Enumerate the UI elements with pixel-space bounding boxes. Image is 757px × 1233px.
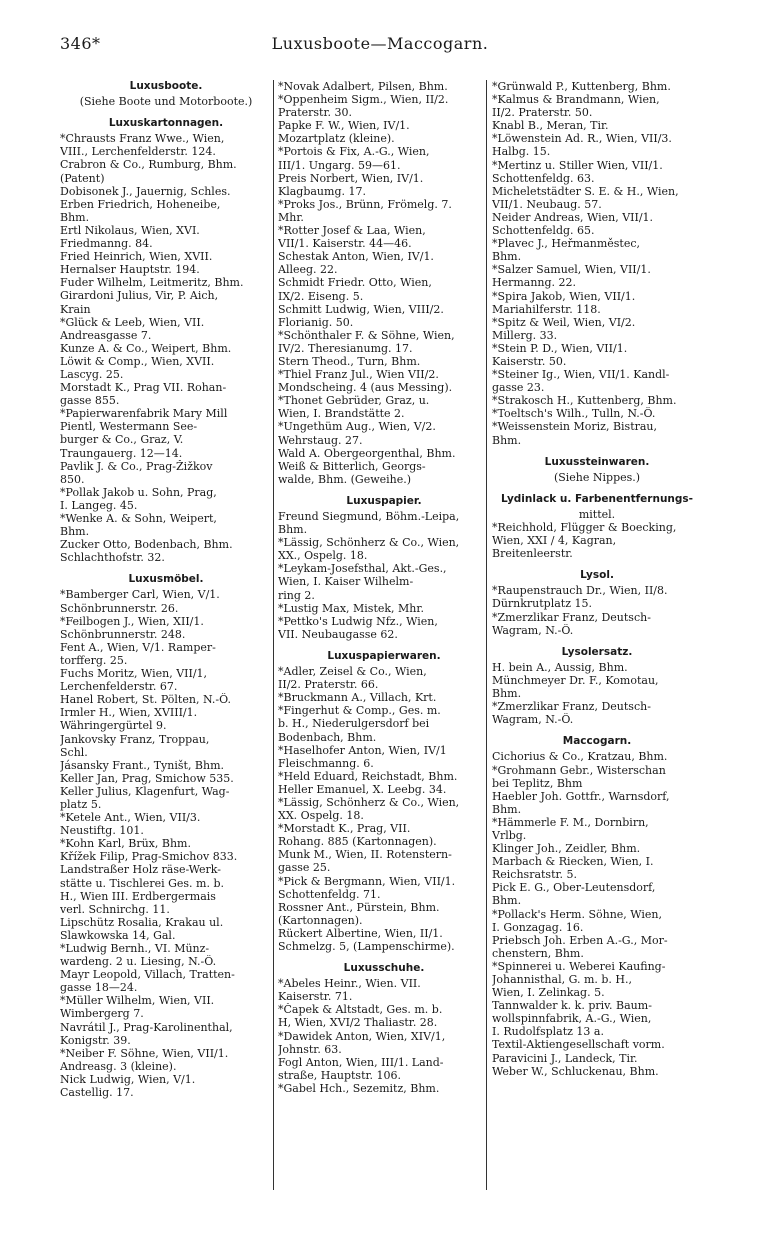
directory-entry-line: *Bamberger Carl, Wien, V/1. — [60, 588, 220, 602]
directory-entry-line: Micheletstädter S. E. & H., Wien, — [492, 184, 679, 198]
directory-entry-line: Lipschütz Rosalia, Krakau ul. — [60, 915, 224, 929]
directory-entry-line: Freund Siegmund, Böhm.-Leipa, — [278, 510, 460, 523]
directory-entry-line: Lerchenfelderstr. 67. — [60, 680, 178, 694]
directory-entry-line: I. Rudolfsplatz 13 a. — [492, 1025, 604, 1039]
section-heading: Lysol. — [580, 569, 614, 582]
directory-entry-line: *Papierwarenfabrik Mary Mill — [60, 407, 228, 421]
directory-entry-line: H, Wien, XVI/2 Thaliastr. 28. — [278, 1016, 438, 1030]
directory-entry-line: Bhm. — [492, 433, 522, 447]
directory-entry-line: Textil-Aktiengesellschaft vorm. — [492, 1038, 665, 1052]
directory-entry-line: *Pick & Bergmann, Wien, VII/1. — [278, 874, 456, 888]
directory-entry-line: Neider Andreas, Wien, VII/1. — [492, 210, 654, 224]
directory-entry-line: Löwit & Comp., Wien, XVII. — [60, 354, 215, 368]
directory-entry-line: Friedmanng. 84. — [60, 237, 153, 251]
directory-entry-line: *Spinnerei u. Weberei Kaufing- — [492, 959, 666, 973]
directory-entry-line: H. bein A., Aussig, Bhm. — [492, 660, 628, 674]
directory-entry-line: Pientl, Westermann See- — [60, 420, 198, 434]
directory-entry-line: torfferg. 25. — [60, 653, 128, 667]
directory-entry-line: *Adler, Zeisel & Co., Wien, — [278, 665, 427, 679]
section-heading: Luxussteinwaren. — [544, 455, 650, 468]
section-note: (Siehe Boote und Motorboote.) — [79, 95, 253, 109]
directory-entry-line: *Lustig Max, Mistek, Mhr. — [278, 601, 424, 615]
directory-entry-line: *Abeles Heinr., Wien. VII. — [278, 977, 421, 991]
directory-entry-line: Jásansky Frant., Tyništ, Bhm. — [60, 758, 225, 772]
directory-entry-line: *Lässig, Schönherz & Co., Wien, — [278, 536, 460, 550]
directory-entry-line: Křížek Filip, Prag-Smichov 833. — [60, 850, 238, 864]
section-heading: Luxuspapier. — [346, 494, 422, 507]
directory-entry-line: Ertl Nikolaus, Wien, XVI. — [60, 223, 200, 237]
directory-entry-line: Mozartplatz (kleine). — [278, 132, 395, 146]
directory-entry-line: *Plavec J., Heřmanměstec, — [492, 237, 641, 251]
directory-entry-line: Crabron & Co., Rumburg, Bhm. — [60, 158, 237, 172]
directory-entry-line: Bhm. — [492, 250, 522, 264]
directory-entry-line: platz 5. — [60, 797, 102, 811]
directory-entry-line: VII/1. Kaiserstr. 44—46. — [278, 237, 412, 251]
directory-entry-line: *Stein P. D., Wien, VII/1. — [492, 341, 628, 355]
directory-entry-line: H., Wien III. Erdbergermais — [60, 889, 216, 903]
directory-entry-line: *Held Eduard, Reichstadt, Bhm. — [278, 769, 458, 783]
directory-entry-line: ring 2. — [278, 588, 315, 602]
directory-entry-line: Florianig. 50. — [278, 315, 354, 329]
directory-entry-line: Rückert Albertine, Wien, II/1. — [278, 926, 443, 940]
directory-entry-line: *Löwenstein Ad. R., Wien, VII/3. — [492, 132, 672, 146]
directory-entry-line: Kaiserstr. 50. — [492, 354, 567, 368]
directory-entry-line: *Schönthaler F. & Söhne, Wien, — [278, 328, 455, 342]
directory-entry-line: Pavlik J. & Co., Prag-Žižkov — [60, 459, 213, 473]
directory-entry-line: Marbach & Riecken, Wien, I. — [492, 855, 654, 869]
directory-entry-line: Wagram, N.-Ö. — [492, 713, 574, 727]
directory-entry-line: Erben Friedrich, Hoheneibe, — [60, 197, 221, 211]
directory-entry-line: Papke F. W., Wien, IV/1. — [278, 119, 410, 133]
directory-entry-line: wollspinnfabrik, A.-G., Wien, — [492, 1012, 652, 1026]
directory-entry-line: Lascyg. 25. — [60, 367, 124, 381]
directory-entry-line: gasse 855. — [60, 394, 120, 408]
directory-entry-line: stätte u. Tischlerei Ges. m. b. — [60, 876, 225, 890]
directory-entry-line: *Zmerzlikar Franz, Deutsch- — [492, 700, 651, 714]
directory-entry-line: *Fingerhut & Comp., Ges. m. — [278, 704, 441, 718]
directory-entry-line: gasse 18—24. — [60, 981, 138, 995]
directory-entry-line: Hermanng. 22. — [492, 276, 577, 290]
directory-entry-line: Breitenleerstr. — [492, 547, 573, 561]
directory-entry-line: *Haselhofer Anton, Wien, IV/1 — [278, 743, 447, 757]
directory-entry-line: Cichorius & Co., Kratzau, Bhm. — [492, 750, 668, 764]
directory-entry-line: Vrlbg. — [492, 828, 527, 842]
directory-entry-line: Wehrstaug. 27. — [278, 433, 363, 447]
directory-entry-line: Heller Emanuel, X. Leebg. 34. — [278, 782, 447, 796]
directory-entry-line: *Neiber F. Söhne, Wien, VII/1. — [60, 1046, 229, 1060]
directory-entry-line: Praterstr. 30. — [278, 106, 353, 120]
directory-entry-line: chenstern, Bhm. — [492, 946, 584, 960]
directory-entry-line: *Raupenstrauch Dr., Wien, II/8. — [492, 584, 668, 598]
directory-entry-line: Schlachthofstr. 32. — [60, 551, 165, 565]
section-heading: Luxusschuhe. — [343, 962, 425, 975]
directory-entry-line: Tannwalder k. k. priv. Baum- — [492, 999, 652, 1013]
directory-entry-line: *Proks Jos., Brünn, Frömelg. 7. — [278, 197, 452, 211]
directory-entry-line: Girardoni Julius, Vir, P. Aich, — [60, 289, 219, 303]
directory-entry-line: Hanel Robert, St. Pölten, N.-Ö. — [60, 693, 231, 707]
directory-entry-line: *Wenke A. & Sohn, Weipert, — [60, 512, 217, 525]
directory-entry-line: Bhm. — [492, 894, 522, 908]
directory-entry-line: *Grohmann Gebr., Wisterschan — [492, 763, 666, 777]
directory-entry-line: bei Teplitz, Bhm — [492, 776, 583, 790]
directory-entry-line: *Pollack's Herm. Söhne, Wien, — [492, 907, 663, 921]
directory-entry-line: *Hämmerle F. M., Dornbirn, — [492, 815, 649, 829]
directory-entry-line: Schönbrunnerstr. 248. — [60, 627, 186, 641]
directory-entry-line: Mhr. — [278, 210, 304, 224]
directory-entry-line: burger & Co., Graz, V. — [60, 433, 184, 447]
directory-entry-line: *Glück & Leeb, Wien, VII. — [60, 315, 205, 329]
section-note: mittel. — [578, 507, 616, 521]
column-right — [492, 80, 702, 1078]
section-heading: Luxuskartonnagen. — [108, 117, 224, 130]
directory-entry-line: Andreasg. 3 (kleine). — [60, 1059, 177, 1073]
directory-entry-line: *Weissenstein Moriz, Bistrau, — [492, 420, 658, 434]
directory-entry-line: Rohang. 885 (Kartonnagen). — [278, 835, 437, 849]
directory-entry-line: *Ungethüm Aug., Wien, V/2. — [278, 420, 436, 434]
directory-entry-line: XX. Ospelg. 18. — [278, 809, 364, 823]
section-note: (Siehe Nippes.) — [553, 470, 641, 484]
directory-entry-line: Preis Norbert, Wien, IV/1. — [278, 171, 424, 185]
directory-entry-line: Bhm. — [492, 687, 522, 701]
directory-entry-line: Navrátil J., Prag-Karolinenthal, — [60, 1020, 233, 1034]
directory-entry-line: *Dawidek Anton, Wien, XIV/1, — [278, 1029, 446, 1043]
directory-entry-line: *Spira Jakob, Wien, VII/1. — [492, 289, 636, 303]
directory-entry-line: Schmelzg. 5, (Lampenschirme). — [278, 940, 455, 953]
directory-entry-line: *Čapek & Altstadt, Ges. m. b. — [278, 1003, 443, 1017]
directory-entry-line: *Morstadt K., Prag, VII. — [278, 822, 411, 836]
directory-entry-line: *Leykam-Josefsthal, Akt.-Ges., — [278, 562, 447, 576]
directory-entry-line: *Spitz & Weil, Wien, VI/2. — [492, 315, 636, 329]
directory-entry-line: Klinger Joh., Zeidler, Bhm. — [492, 842, 641, 856]
directory-entry-line: *Salzer Samuel, Wien, VII/1. — [492, 263, 651, 277]
directory-entry-line: *Reichhold, Flügger & Boecking, — [492, 521, 677, 534]
directory-entry-line: Knabl B., Meran, Tir. — [492, 119, 609, 133]
directory-entry-line: Hernalser Hauptstr. 194. — [60, 263, 200, 277]
directory-entry-line: Schottenfeldg. 63. — [492, 171, 595, 185]
directory-entry-line: XX., Ospelg. 18. — [278, 549, 368, 563]
directory-entry-line: *Kohn Karl, Brüx, Bhm. — [60, 837, 191, 851]
directory-entry-line: Schottenfeldg. 71. — [278, 887, 381, 901]
directory-entry-line: *Pettko's Ludwig Nfz., Wien, — [278, 614, 438, 628]
directory-entry-line: Bhm. — [60, 210, 90, 224]
directory-entry-line: Stern Theod., Turn, Bhm. — [278, 354, 421, 368]
column-middle — [278, 80, 490, 1095]
directory-entry-line: I. Gonzagag. 16. — [492, 920, 584, 934]
directory-entry-line: Wien, I. Kaiser Wilhelm- — [278, 575, 414, 589]
directory-entry-line: Münchmeyer Dr. F., Komotau, — [492, 673, 659, 687]
directory-entry-line: *Feilbogen J., Wien, XII/1. — [60, 614, 204, 628]
directory-entry-line: Keller Jan, Prag, Smichow 535. — [60, 771, 234, 785]
directory-entry-line: *Chrausts Franz Wwe., Wien, — [60, 132, 225, 146]
directory-entry-line: *Portois & Fix, A.-G., Wien, — [278, 145, 430, 159]
directory-entry-line: Haebler Joh. Gottfr., Warnsdorf, — [492, 789, 670, 803]
running-title: Luxusboote—Maccogarn. — [271, 34, 489, 53]
directory-entry-line: Johannisthal, G. m. b. H., — [492, 973, 633, 986]
directory-entry-line: Keller Julius, Klagenfurt, Wag- — [60, 784, 230, 798]
directory-entry-line: Wagram, N.-Ö. — [492, 623, 574, 637]
directory-entry-line: VII/1. Neubaug. 57. — [492, 197, 602, 211]
directory-entry-line: Wimbergerg 7. — [60, 1007, 144, 1021]
column-divider — [273, 80, 274, 1190]
directory-entry-line: *Gabel Hch., Sezemitz, Bhm. — [278, 1081, 440, 1095]
directory-entry-line: Landstraßer Holz räse-Werk- — [60, 863, 221, 877]
directory-entry-line: *Kalmus & Brandmann, Wien, — [492, 93, 660, 107]
directory-entry-line: Morstadt K., Prag VII. Rohan- — [60, 381, 227, 395]
section-heading: Luxusmöbel. — [128, 573, 204, 586]
directory-entry-line: Castellig. 17. — [60, 1086, 134, 1100]
directory-entry-line: Fuder Wilhelm, Leitmeritz, Bhm. — [60, 276, 244, 290]
directory-entry-line: Mayr Leopold, Villach, Tratten- — [60, 968, 235, 982]
directory-entry-line: *Bruckmann A., Villach, Krt. — [278, 691, 437, 705]
directory-entry-line: straße, Hauptstr. 106. — [278, 1068, 402, 1082]
directory-entry-line: *Thiel Franz Jul., Wien VII/2. — [278, 368, 439, 382]
directory-entry-line: *Steiner Ig., Wien, VII/1. Kandl- — [492, 368, 670, 382]
directory-entry-line: Pick E. G., Ober-Leutensdorf, — [492, 881, 656, 895]
page-header — [60, 34, 700, 54]
directory-entry-line: Fried Heinrich, Wien, XVII. — [60, 250, 213, 264]
directory-entry-line: Fent A., Wien, V/1. Ramper- — [60, 640, 216, 654]
page-number: 346* — [60, 34, 101, 53]
directory-entry-line: Zucker Otto, Bodenbach, Bhm. — [60, 538, 233, 552]
directory-entry-line: Schestak Anton, Wien, IV/1. — [278, 250, 434, 264]
directory-entry-line: *Oppenheim Sigm., Wien, II/2. — [278, 93, 449, 107]
directory-entry-line: Reichsratstr. 5. — [492, 868, 578, 882]
directory-entry-line: Nick Ludwig, Wien, V/1. — [60, 1072, 196, 1086]
directory-entry-line: Bhm. — [278, 523, 308, 537]
directory-entry-line: Mariahilferstr. 118. — [492, 302, 601, 316]
directory-entry-line: Schl. — [60, 745, 88, 759]
directory-entry-line: (Kartonnagen). — [278, 913, 363, 927]
directory-entry-line: Klagbaumg. 17. — [278, 184, 366, 198]
directory-entry-line: *Lässig, Schönherz & Co., Wien, — [278, 795, 460, 809]
directory-entry-line: Johnstr. 63. — [278, 1042, 342, 1056]
directory-entry-line: *Rotter Josef & Laa, Wien, — [278, 224, 426, 238]
directory-entry-line: b. H., Niederulgersdorf bei — [278, 717, 430, 731]
directory-entry-line: *Grünwald P., Kuttenberg, Bhm. — [492, 80, 671, 93]
section-heading: Luxusboote. — [129, 80, 203, 92]
directory-entry-line: Bodenbach, Bhm. — [278, 730, 377, 744]
directory-entry-line: III/1. Ungarg. 59—61. — [278, 158, 401, 172]
directory-entry-line: Fogl Anton, Wien, III/1. Land- — [278, 1055, 444, 1069]
directory-entry-line: gasse 23. — [492, 381, 545, 395]
directory-entry-line: VIII., Lerchenfelderstr. 124. — [60, 145, 216, 159]
directory-entry-line: Schönbrunnerstr. 26. — [60, 601, 179, 615]
directory-entry-line: *Pollak Jakob u. Sohn, Prag, — [60, 485, 217, 499]
directory-entry-line: Mondscheing. 4 (aus Messing). — [278, 381, 453, 395]
directory-entry-line: Halbg. 15. — [492, 145, 551, 159]
directory-entry-line: *Ketele Ant., Wien, VII/3. — [60, 811, 201, 825]
directory-entry-line: Dobisonek J., Jauernig, Schles. — [60, 184, 231, 198]
directory-entry-line: Wald A. Obergeorgenthal, Bhm. — [278, 446, 456, 460]
directory-entry-line: *Zmerzlikar Franz, Deutsch- — [492, 610, 651, 624]
directory-entry-line: Währingergürtel 9. — [60, 719, 167, 733]
directory-entry-line: Wien, I. Zelinkag. 5. — [492, 986, 605, 1000]
directory-entry-line: Millerg. 33. — [492, 328, 558, 342]
directory-entry-line: Krain — [60, 302, 91, 316]
directory-entry-line: verl. Schnirchg. 11. — [60, 902, 170, 916]
directory-entry-line: IV/2. Theresianumg. 17. — [278, 341, 413, 355]
directory-entry-line: Irmler H., Wien, XVIII/1. — [60, 706, 198, 720]
directory-entry-line: Bhm. — [492, 802, 522, 816]
directory-entry-line: *Müller Wilhelm, Wien, VII. — [60, 994, 215, 1008]
directory-entry-line: Paravicini J., Landeck, Tir. — [492, 1051, 638, 1065]
directory-entry-line: Dürnkrutplatz 15. — [492, 597, 592, 611]
directory-entry-line: Weber W., Schluckenau, Bhm. — [492, 1064, 659, 1078]
directory-entry-line: Traungauerg. 12—14. — [60, 446, 183, 460]
directory-entry-line: II/2. Praterstr. 66. — [278, 678, 379, 692]
directory-entry-line: VII. Neubaugasse 62. — [278, 627, 398, 641]
directory-entry-line: 850. — [60, 472, 85, 486]
directory-entry-line: *Mertinz u. Stiller Wien, VII/1. — [492, 158, 663, 172]
directory-entry-line: (Patent) — [60, 171, 105, 185]
directory-entry-line: IX/2. Eiseng. 5. — [278, 289, 364, 303]
directory-entry-line: *Strakosch H., Kuttenberg, Bhm. — [492, 394, 677, 408]
directory-entry-line: Wien, I. Brandstätte 2. — [278, 407, 405, 421]
directory-entry-line: I. Langeg. 45. — [60, 498, 138, 512]
section-heading: Lysolersatz. — [561, 645, 633, 658]
section-heading: Luxuspapierwaren. — [327, 649, 441, 662]
directory-entry-line: *Ludwig Bernh., VI. Münz- — [60, 942, 210, 955]
directory-entry-line: wardeng. 2 u. Liesing, N.-Ö. — [60, 955, 217, 969]
directory-entry-line: *Toeltsch's Wilh., Tulln, N.-Ö. — [492, 407, 656, 421]
directory-entry-line: Schmitt Ludwig, Wien, VIII/2. — [278, 302, 444, 316]
directory-entry-line: Jankovsky Franz, Troppau, — [60, 732, 210, 746]
directory-entry-line: Konigstr. 39. — [60, 1033, 131, 1047]
directory-entry-line: Kaiserstr. 71. — [278, 990, 353, 1004]
directory-entry-line: Neustiftg. 101. — [60, 824, 144, 838]
directory-entry-line: Fuchs Moritz, Wien, VII/1, — [60, 667, 208, 681]
directory-entry-line: *Novak Adalbert, Pilsen, Bhm. — [278, 80, 448, 93]
directory-entry-line: *Thonet Gebrüder, Graz, u. — [278, 394, 430, 408]
directory-entry-line: Kunze A. & Co., Weipert, Bhm. — [60, 341, 232, 355]
directory-entry-line: Schmidt Friedr. Otto, Wien, — [278, 276, 432, 290]
directory-entry-line: gasse 25. — [278, 861, 331, 875]
section-heading: Maccogarn. — [562, 735, 632, 748]
directory-entry-line: Schottenfeldg. 65. — [492, 224, 595, 238]
directory-entry-line: Alleeg. 22. — [278, 263, 338, 277]
directory-entry-line: Munk M., Wien, II. Rotenstern- — [278, 848, 452, 862]
column-left — [60, 80, 272, 1099]
column-divider — [486, 80, 487, 1190]
directory-entry-line: Priebsch Joh. Erben A.-G., Mor- — [492, 933, 668, 947]
directory-entry-line: Slawkowska 14, Gal. — [60, 928, 176, 942]
directory-entry-line: Weiß & Bitterlich, Georgs- — [278, 459, 426, 473]
directory-entry-line: Wien, XXI / 4, Kagran, — [492, 534, 617, 548]
directory-entry-line: II/2. Praterstr. 50. — [492, 106, 593, 120]
section-heading: Lydinlack u. Farbenentfernungs- — [500, 492, 694, 505]
directory-entry-line: Fleischmanng. 6. — [278, 756, 374, 770]
directory-entry-line: Bhm. — [60, 525, 90, 539]
directory-entry-line: walde, Bhm. (Geweihe.) — [278, 472, 412, 486]
directory-entry-line: Andreasgasse 7. — [60, 328, 152, 342]
directory-entry-line: Rossner Ant., Pürstein, Bhm. — [278, 900, 440, 914]
